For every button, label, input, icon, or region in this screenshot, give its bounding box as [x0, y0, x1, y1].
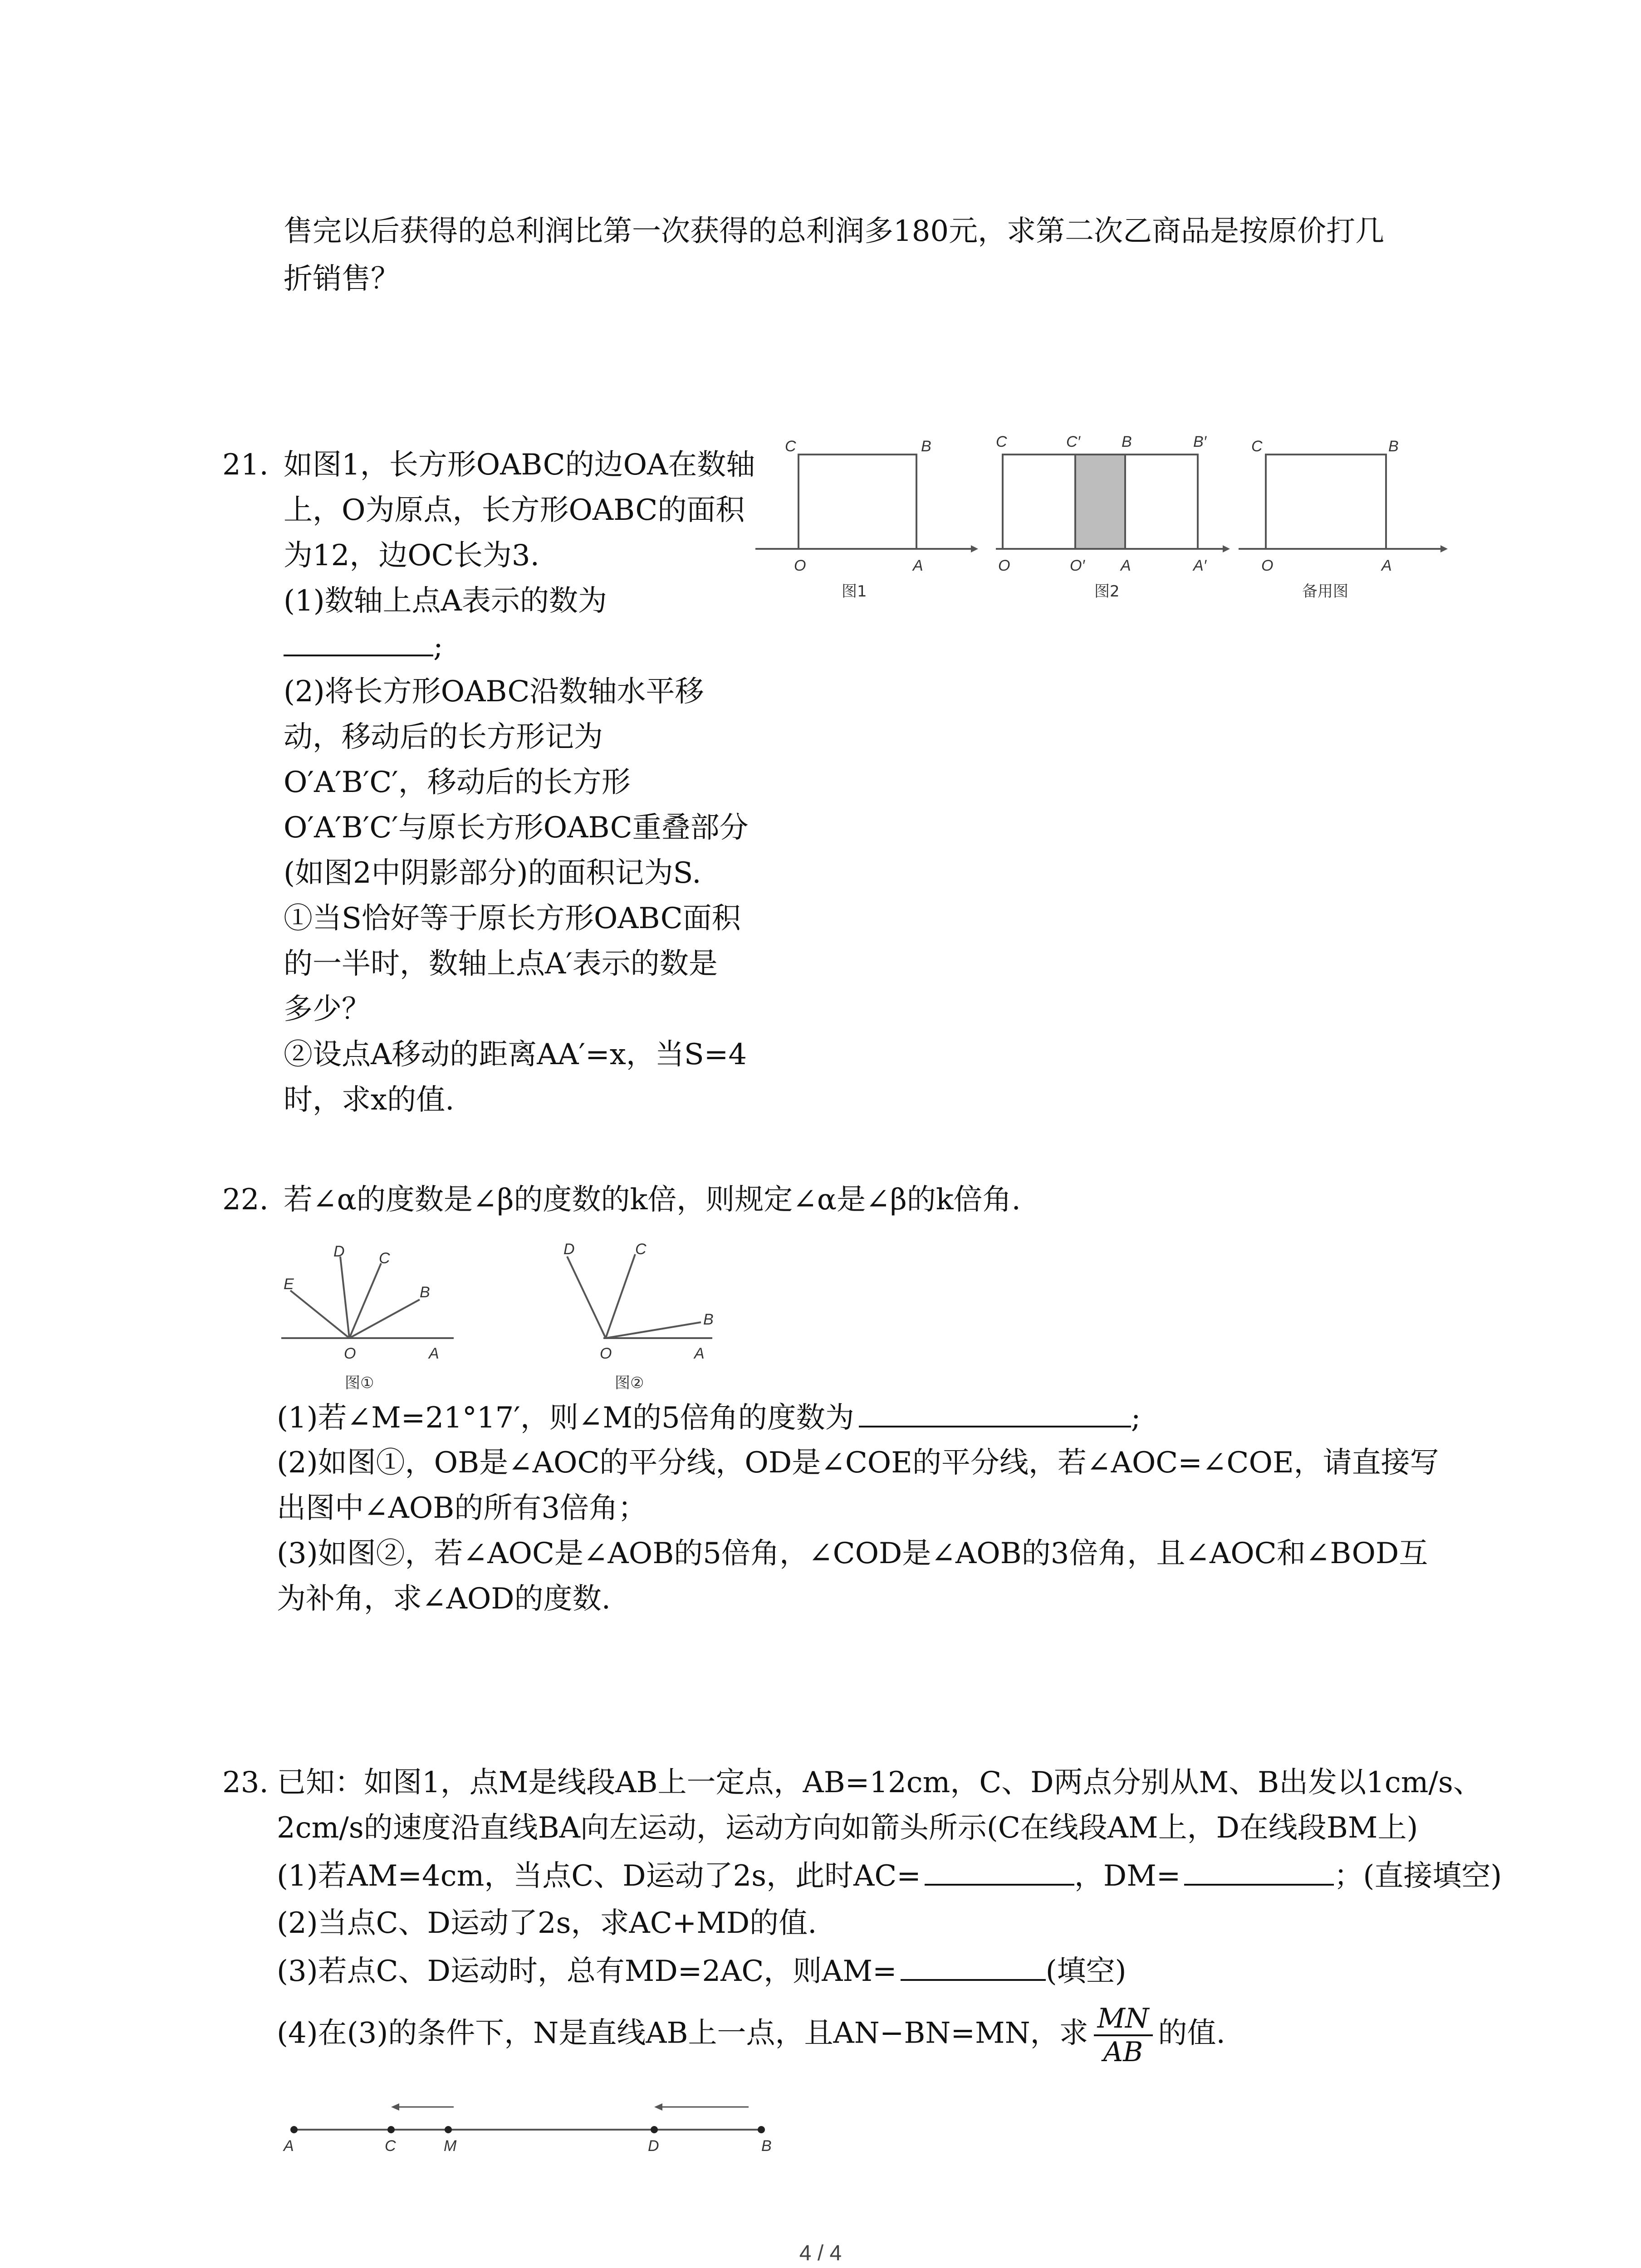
q22-number: 22. [222, 1183, 269, 1217]
q21-f3-label-a: A [1381, 557, 1392, 574]
q21-line-6: (2)将长方形OABC沿数轴水平移 [284, 675, 704, 709]
q21-f3-caption: 备用图 [1302, 582, 1348, 601]
q21-line-10: (如图2中阴影部分)的面积记为S. [284, 856, 701, 890]
q23-part-3-text: (3)若点C、D运动时，总有MD=2AC，则AM= [277, 1955, 897, 1988]
q22-part-3-line-1: (3)如图②，若∠AOC是∠AOB的5倍角，∠COD是∠AOB的3倍角，且∠AOC和∠BOD互 [277, 1537, 1428, 1570]
q21-f2-caption: 图2 [1094, 582, 1120, 601]
q21-figure-3 [1239, 438, 1448, 601]
q23-part-2: (2)当点C、D运动了2s，求AC+MD的值. [277, 1906, 817, 1940]
q21-f2-label-a-prime: A′ [1193, 557, 1207, 574]
q21-f3-label-b: B [1388, 438, 1399, 455]
q23-fraction [1094, 2003, 1153, 2068]
q21-line-14: ②设点A移动的距离AA′=x，当S=4 [284, 1038, 747, 1071]
q22-part-2-line-1: (2)如图①，OB是∠AOC的平分线，OD是∠COE的平分线，若∠AOC=∠COE，请直接写 [277, 1446, 1439, 1480]
q21-answer-blank[interactable] [284, 628, 433, 656]
q22-f1-label-e: E [284, 1276, 294, 1293]
q23-part-1-end: ；(直接填空) [1334, 1859, 1502, 1893]
q22-f2-label-b: B [703, 1311, 714, 1328]
intro-line-2: 折销售？ [284, 262, 400, 296]
q21-f2-label-o: O [998, 557, 1010, 574]
q21-f3-label-o: O [1261, 557, 1274, 574]
q21-line-11: ①当S恰好等于原长方形OABC面积 [284, 902, 741, 935]
q22-f1-label-o: O [344, 1345, 356, 1362]
intro-line-1: 售完以后获得的总利润比第一次获得的总利润多180元，求第二次乙商品是按原价打几 [284, 215, 1385, 248]
q22-part-1 [277, 1399, 1141, 1436]
q22-part-1-text: (1)若∠M=21°17′，则∠M的5倍角的度数为 [277, 1401, 854, 1435]
q21-line-2: 上，O为原点，长方形OABC的面积 [284, 494, 745, 527]
q21-f1-label-a: A [913, 557, 923, 574]
q23-line-1: 已知：如图1，点M是线段AB上一定点，AB=12cm，C、D两点分别从M、B出发以1cm/s、 [277, 1766, 1482, 1799]
q21-line-7: 动，移动后的长方形记为 [284, 720, 603, 754]
q21-line-12: 的一半时，数轴上点A′表示的数是 [284, 947, 718, 981]
q21-f2-label-b-prime: B′ [1193, 433, 1207, 450]
q23-line-2: 2cm/s的速度沿直线BA向左运动，运动方向如箭头所示(C在线段AM上，D在线段BM上) [277, 1811, 1418, 1845]
q21-f3-label-c: C [1251, 438, 1263, 455]
q23-part-4 [277, 2003, 1225, 2068]
q23-label-d: D [648, 2137, 659, 2155]
q21-f2-label-a: A [1121, 557, 1131, 574]
q22-f2-label-c: C [635, 1241, 647, 1258]
q23-part-1-text: (1)若AM=4cm，当点C、D运动了2s，此时AC= [277, 1859, 921, 1893]
q23-label-c: C [385, 2137, 396, 2155]
q23-ac-blank[interactable] [925, 1857, 1074, 1886]
q22-f2-label-o: O [600, 1345, 612, 1362]
q23-figure [272, 2091, 794, 2159]
q21-answer-row [284, 628, 443, 665]
q23-number: 23. [222, 1766, 269, 1799]
q22-f2-label-d: D [563, 1241, 575, 1258]
q22-part-3-line-2: 为补角，求∠AOD的度数. [277, 1582, 611, 1616]
q23-dm-blank[interactable] [1184, 1857, 1334, 1886]
page-number: 4 / 4 [799, 2241, 842, 2265]
q21-f1-label-c: C [785, 438, 796, 455]
q21-semicolon: ; [433, 630, 443, 664]
q21-line-8: O′A′B′C′，移动后的长方形 [284, 766, 631, 799]
q21-f2-label-b: B [1122, 433, 1132, 450]
q21-line-1: 如图1，长方形OABC的边OA在数轴 [284, 448, 755, 482]
q21-f2-label-c: C [996, 433, 1007, 450]
q22-f2-caption: 图② [615, 1374, 644, 1392]
q23-am-blank[interactable] [901, 1953, 1046, 1981]
q21-number: 21. [222, 448, 269, 482]
q21-f1-label-o: O [794, 557, 806, 574]
q23-fraction-top: MN [1094, 2003, 1153, 2036]
q23-label-b: B [761, 2137, 772, 2155]
q21-f1-label-b: B [921, 438, 931, 455]
q22-f2-label-a: A [694, 1345, 705, 1362]
q21-line-15: 时，求x的值. [284, 1083, 455, 1117]
q21-line-3: 为12，边OC长为3. [284, 539, 539, 572]
q21-line-13: 多少？ [284, 992, 371, 1026]
q22-f1-label-a: A [429, 1345, 439, 1362]
q22-f1-caption: 图① [345, 1374, 374, 1392]
q21-figure-1 [755, 438, 978, 601]
q21-f2-label-o-prime: O′ [1070, 557, 1085, 574]
q23-label-a: A [284, 2137, 294, 2155]
q23-label-m: M [444, 2137, 457, 2155]
q22-figures [277, 1234, 753, 1397]
q23-part-1 [277, 1857, 1502, 1894]
q23-part-3 [277, 1953, 1127, 1989]
q22-f1-label-d: D [333, 1243, 345, 1260]
q23-part-4-end: 的值. [1158, 2016, 1225, 2050]
q23-part-3-end: (填空) [1045, 1955, 1127, 1988]
q22-f1-label-c: C [379, 1250, 390, 1267]
q22-part-1-end: ; [1131, 1401, 1141, 1435]
q23-fraction-bottom: AB [1103, 2036, 1143, 2068]
q21-f2-label-c-prime: C′ [1066, 433, 1080, 450]
q23-part-1-dm: ，DM= [1074, 1859, 1181, 1893]
q21-line-9: O′A′B′C′与原长方形OABC重叠部分 [284, 811, 749, 845]
q22-f1-label-b: B [420, 1284, 430, 1301]
q21-line-4: (1)数轴上点A表示的数为 [284, 584, 607, 618]
q22-part-1-blank[interactable] [859, 1399, 1131, 1427]
q23-part-4-text: (4)在(3)的条件下，N是直线AB上一点，且AN−BN=MN，求 [277, 2016, 1088, 2050]
q21-f1-caption: 图1 [842, 582, 867, 601]
q21-figure-2 [996, 433, 1230, 601]
q21-figures [749, 426, 1456, 608]
q22-line-1: 若∠α的度数是∠β的度数的k倍，则规定∠α是∠β的k倍角. [284, 1183, 1021, 1217]
q22-figure-2 [567, 1254, 712, 1338]
q22-part-2-line-2: 出图中∠AOB的所有3倍角； [277, 1491, 647, 1525]
